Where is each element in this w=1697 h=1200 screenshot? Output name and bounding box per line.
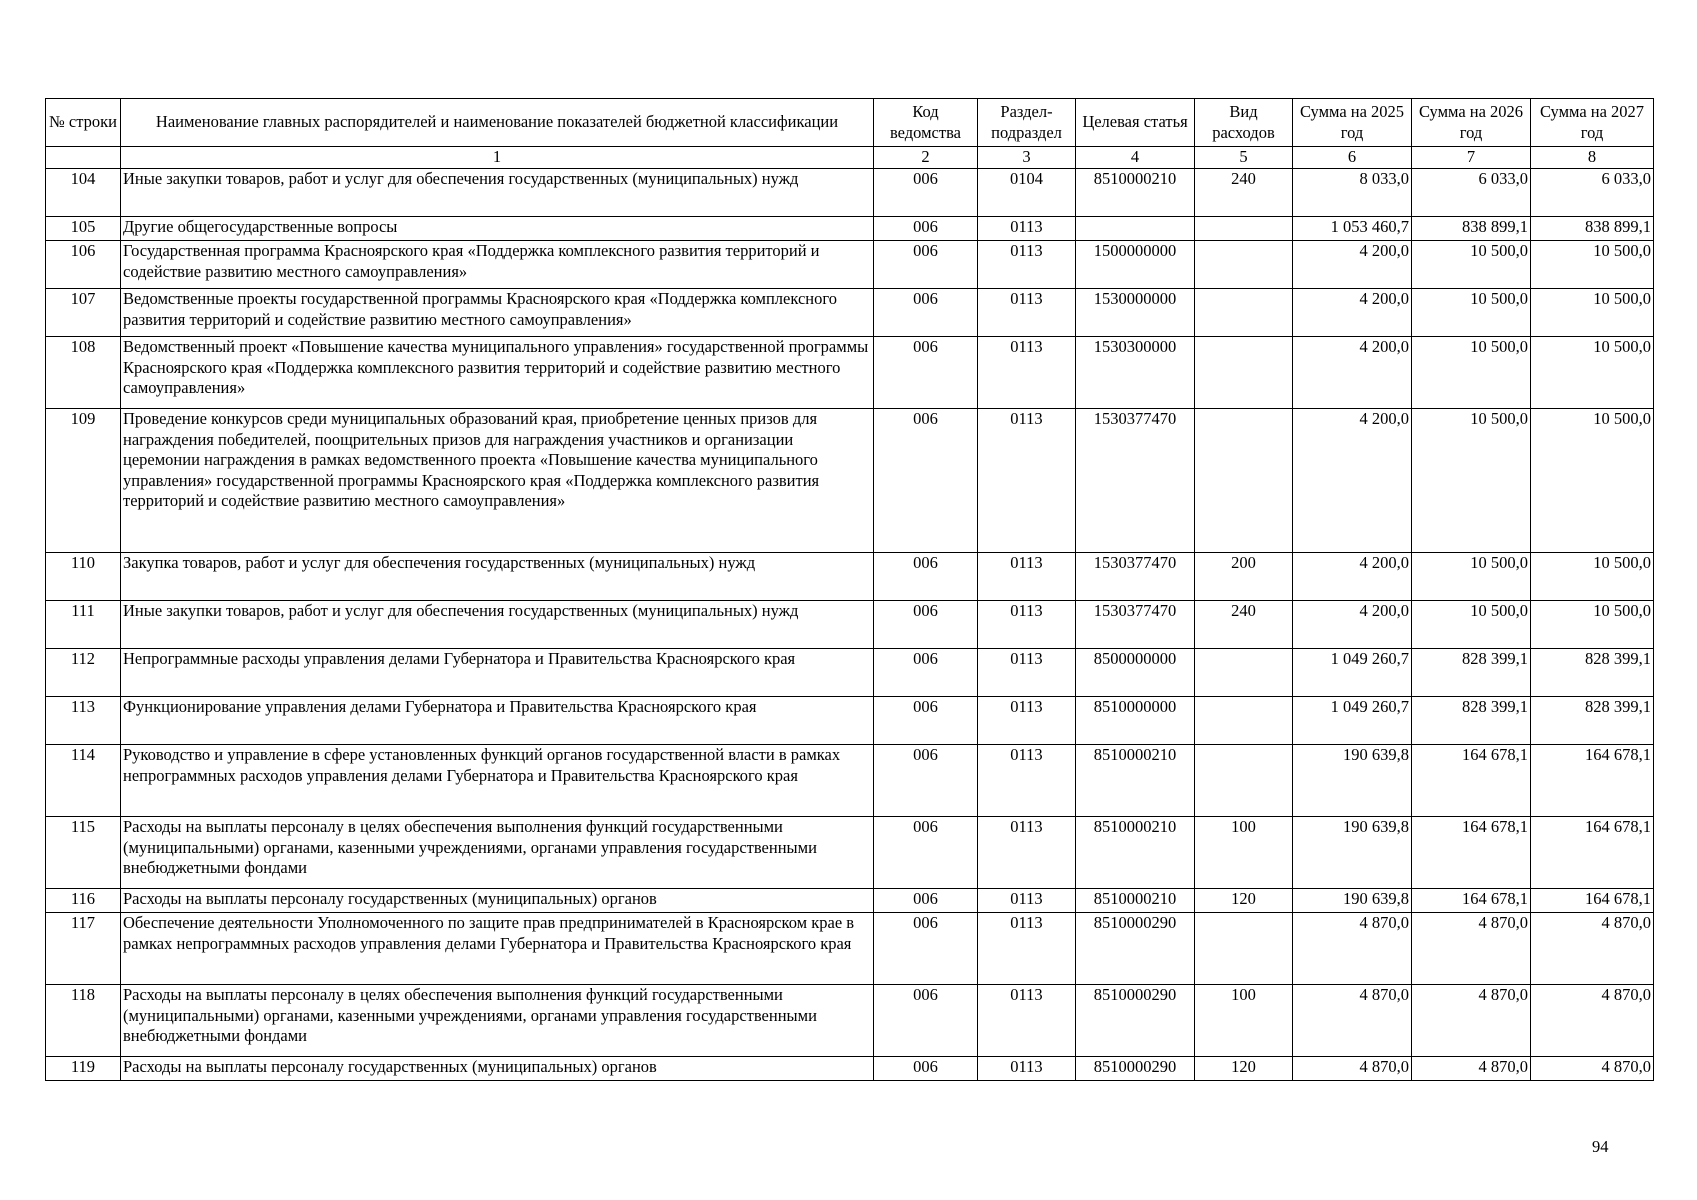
row-number: 117 <box>46 913 121 985</box>
row-section: 0113 <box>978 649 1076 697</box>
row-sum-2026: 10 500,0 <box>1412 337 1531 409</box>
column-number-row <box>46 147 1654 169</box>
row-target-article: 1530377470 <box>1076 553 1195 601</box>
row-sum-2025: 4 870,0 <box>1293 913 1412 985</box>
table-row <box>46 697 1654 745</box>
row-department-code: 006 <box>874 745 978 817</box>
row-expense-type <box>1195 409 1293 553</box>
row-name: Руководство и управление в сфере установленных функций органов государственной власти в рамках непрограммных расходов управления делами Губернатора и Правительства Красноярского края <box>121 745 874 817</box>
row-expense-type <box>1195 913 1293 985</box>
row-target-article: 1530000000 <box>1076 289 1195 337</box>
row-department-code: 006 <box>874 913 978 985</box>
row-department-code: 006 <box>874 985 978 1057</box>
row-name: Закупка товаров, работ и услуг для обеспечения государственных (муниципальных) нужд <box>121 553 874 601</box>
column-number <box>46 147 121 169</box>
row-expense-type <box>1195 241 1293 289</box>
row-expense-type: 120 <box>1195 1057 1293 1081</box>
row-sum-2026: 10 500,0 <box>1412 409 1531 553</box>
column-number: 4 <box>1076 147 1195 169</box>
row-sum-2025: 4 200,0 <box>1293 337 1412 409</box>
row-number: 119 <box>46 1057 121 1081</box>
row-target-article: 8510000210 <box>1076 169 1195 217</box>
row-sum-2025: 1 049 260,7 <box>1293 697 1412 745</box>
row-department-code: 006 <box>874 1057 978 1081</box>
row-sum-2027: 828 399,1 <box>1531 649 1654 697</box>
row-department-code: 006 <box>874 553 978 601</box>
row-sum-2026: 10 500,0 <box>1412 241 1531 289</box>
row-target-article: 8510000210 <box>1076 817 1195 889</box>
row-sum-2026: 164 678,1 <box>1412 889 1531 913</box>
row-name: Расходы на выплаты персоналу государственных (муниципальных) органов <box>121 1057 874 1081</box>
table-header <box>46 99 1654 169</box>
row-section: 0113 <box>978 889 1076 913</box>
row-sum-2025: 1 049 260,7 <box>1293 649 1412 697</box>
row-section: 0113 <box>978 553 1076 601</box>
row-sum-2025: 190 639,8 <box>1293 817 1412 889</box>
row-sum-2025: 4 870,0 <box>1293 985 1412 1057</box>
header-sum-2027: Сумма на 2027 год <box>1531 99 1654 147</box>
row-expense-type: 240 <box>1195 601 1293 649</box>
row-number: 113 <box>46 697 121 745</box>
column-number: 5 <box>1195 147 1293 169</box>
row-target-article: 1530377470 <box>1076 601 1195 649</box>
row-sum-2026: 4 870,0 <box>1412 1057 1531 1081</box>
row-sum-2026: 4 870,0 <box>1412 985 1531 1057</box>
row-sum-2026: 164 678,1 <box>1412 817 1531 889</box>
table-row <box>46 169 1654 217</box>
table-body <box>46 169 1654 1081</box>
row-number: 111 <box>46 601 121 649</box>
table-row <box>46 217 1654 241</box>
row-sum-2027: 10 500,0 <box>1531 553 1654 601</box>
row-number: 104 <box>46 169 121 217</box>
row-section: 0113 <box>978 601 1076 649</box>
row-sum-2027: 10 500,0 <box>1531 241 1654 289</box>
row-section: 0113 <box>978 409 1076 553</box>
table-row <box>46 241 1654 289</box>
table-row <box>46 817 1654 889</box>
column-number: 3 <box>978 147 1076 169</box>
row-sum-2027: 164 678,1 <box>1531 817 1654 889</box>
row-target-article <box>1076 217 1195 241</box>
row-target-article: 8510000210 <box>1076 889 1195 913</box>
table-row <box>46 913 1654 985</box>
header-target-article: Целевая статья <box>1076 99 1195 147</box>
row-target-article: 8500000000 <box>1076 649 1195 697</box>
row-sum-2025: 190 639,8 <box>1293 889 1412 913</box>
table-row <box>46 1057 1654 1081</box>
table-row <box>46 889 1654 913</box>
row-department-code: 006 <box>874 409 978 553</box>
row-department-code: 006 <box>874 697 978 745</box>
row-number: 116 <box>46 889 121 913</box>
row-number: 109 <box>46 409 121 553</box>
row-sum-2025: 4 200,0 <box>1293 409 1412 553</box>
row-section: 0113 <box>978 745 1076 817</box>
row-name: Обеспечение деятельности Уполномоченного по защите прав предпринимателей в Красноярском крае в рамках непрограммных расходов управления делами Губернатора и Правительства Красноярского края <box>121 913 874 985</box>
row-sum-2026: 6 033,0 <box>1412 169 1531 217</box>
row-department-code: 006 <box>874 169 978 217</box>
row-target-article: 8510000290 <box>1076 913 1195 985</box>
row-department-code: 006 <box>874 289 978 337</box>
row-name: Расходы на выплаты персоналу государственных (муниципальных) органов <box>121 889 874 913</box>
row-sum-2026: 10 500,0 <box>1412 289 1531 337</box>
header-section: Раздел-подраздел <box>978 99 1076 147</box>
column-number: 7 <box>1412 147 1531 169</box>
table-row <box>46 601 1654 649</box>
row-target-article: 8510000210 <box>1076 745 1195 817</box>
row-expense-type <box>1195 289 1293 337</box>
row-sum-2025: 4 200,0 <box>1293 241 1412 289</box>
row-sum-2025: 8 033,0 <box>1293 169 1412 217</box>
row-sum-2026: 838 899,1 <box>1412 217 1531 241</box>
row-expense-type <box>1195 337 1293 409</box>
row-name: Функционирование управления делами Губернатора и Правительства Красноярского края <box>121 697 874 745</box>
column-number: 1 <box>121 147 874 169</box>
row-sum-2027: 164 678,1 <box>1531 745 1654 817</box>
row-expense-type: 100 <box>1195 817 1293 889</box>
row-name: Проведение конкурсов среди муниципальных образований края, приобретение ценных призов для награждения победителей, поощрительных призов для награждения участников и организации церемонии награждения в рамках ведомственного проекта «Повышение качества муниципального управления» государственной программы Красноярского края «Поддержка комплексного развития территорий и содействие развитию местного самоуправления» <box>121 409 874 553</box>
row-department-code: 006 <box>874 817 978 889</box>
row-sum-2026: 10 500,0 <box>1412 553 1531 601</box>
row-section: 0113 <box>978 913 1076 985</box>
row-department-code: 006 <box>874 601 978 649</box>
row-sum-2027: 6 033,0 <box>1531 169 1654 217</box>
row-expense-type: 240 <box>1195 169 1293 217</box>
row-number: 114 <box>46 745 121 817</box>
header-row-number: № строки <box>46 99 121 147</box>
row-name: Ведомственные проекты государственной программы Красноярского края «Поддержка комплексного развития территорий и содействие развитию местного самоуправления» <box>121 289 874 337</box>
row-number: 115 <box>46 817 121 889</box>
row-expense-type: 100 <box>1195 985 1293 1057</box>
row-name: Государственная программа Красноярского края «Поддержка комплексного развития территорий и содействие развитию местного самоуправления» <box>121 241 874 289</box>
row-expense-type <box>1195 745 1293 817</box>
row-sum-2027: 10 500,0 <box>1531 337 1654 409</box>
row-sum-2027: 4 870,0 <box>1531 985 1654 1057</box>
row-number: 107 <box>46 289 121 337</box>
row-department-code: 006 <box>874 241 978 289</box>
row-department-code: 006 <box>874 337 978 409</box>
row-expense-type <box>1195 697 1293 745</box>
row-sum-2027: 10 500,0 <box>1531 601 1654 649</box>
row-number: 106 <box>46 241 121 289</box>
table-row <box>46 649 1654 697</box>
row-target-article: 1500000000 <box>1076 241 1195 289</box>
row-number: 105 <box>46 217 121 241</box>
table-row <box>46 553 1654 601</box>
row-sum-2025: 4 200,0 <box>1293 601 1412 649</box>
column-number: 8 <box>1531 147 1654 169</box>
row-expense-type: 120 <box>1195 889 1293 913</box>
row-name: Расходы на выплаты персоналу в целях обеспечения выполнения функций государственными (муниципальными) органами, казенными учреждениями, органами управления государственными внебюджетными фондами <box>121 985 874 1057</box>
row-name: Ведомственный проект «Повышение качества муниципального управления» государственной программы Красноярского края «Поддержка комплексного развития территорий и содействие развитию местного самоуправления» <box>121 337 874 409</box>
row-number: 108 <box>46 337 121 409</box>
table-row <box>46 337 1654 409</box>
row-name: Непрограммные расходы управления делами Губернатора и Правительства Красноярского края <box>121 649 874 697</box>
row-expense-type <box>1195 217 1293 241</box>
row-section: 0113 <box>978 697 1076 745</box>
row-sum-2027: 10 500,0 <box>1531 289 1654 337</box>
page-number: 94 <box>1592 1137 1609 1156</box>
row-target-article: 8510000290 <box>1076 1057 1195 1081</box>
header-expense-type: Вид расходов <box>1195 99 1293 147</box>
row-department-code: 006 <box>874 217 978 241</box>
row-sum-2025: 4 870,0 <box>1293 1057 1412 1081</box>
row-target-article: 1530377470 <box>1076 409 1195 553</box>
row-expense-type <box>1195 649 1293 697</box>
row-sum-2027: 4 870,0 <box>1531 913 1654 985</box>
header-sum-2025: Сумма на 2025 год <box>1293 99 1412 147</box>
row-section: 0104 <box>978 169 1076 217</box>
row-section: 0113 <box>978 337 1076 409</box>
row-sum-2026: 828 399,1 <box>1412 649 1531 697</box>
row-section: 0113 <box>978 985 1076 1057</box>
row-sum-2025: 4 200,0 <box>1293 289 1412 337</box>
row-sum-2026: 828 399,1 <box>1412 697 1531 745</box>
row-sum-2027: 4 870,0 <box>1531 1057 1654 1081</box>
row-target-article: 8510000000 <box>1076 697 1195 745</box>
row-number: 110 <box>46 553 121 601</box>
row-section: 0113 <box>978 1057 1076 1081</box>
row-name: Иные закупки товаров, работ и услуг для обеспечения государственных (муниципальных) нужд <box>121 169 874 217</box>
row-sum-2026: 10 500,0 <box>1412 601 1531 649</box>
table-row <box>46 985 1654 1057</box>
table-row <box>46 289 1654 337</box>
row-expense-type: 200 <box>1195 553 1293 601</box>
row-sum-2026: 4 870,0 <box>1412 913 1531 985</box>
row-sum-2027: 164 678,1 <box>1531 889 1654 913</box>
row-sum-2027: 838 899,1 <box>1531 217 1654 241</box>
header-sum-2026: Сумма на 2026 год <box>1412 99 1531 147</box>
table-row <box>46 745 1654 817</box>
row-sum-2027: 10 500,0 <box>1531 409 1654 553</box>
header-name: Наименование главных распорядителей и наименование показателей бюджетной классификации <box>121 99 874 147</box>
row-section: 0113 <box>978 817 1076 889</box>
row-section: 0113 <box>978 241 1076 289</box>
row-sum-2025: 190 639,8 <box>1293 745 1412 817</box>
row-name: Другие общегосударственные вопросы <box>121 217 874 241</box>
column-number: 6 <box>1293 147 1412 169</box>
budget-table <box>45 98 1654 1081</box>
table-row <box>46 409 1654 553</box>
row-sum-2025: 1 053 460,7 <box>1293 217 1412 241</box>
column-number: 2 <box>874 147 978 169</box>
row-name: Иные закупки товаров, работ и услуг для обеспечения государственных (муниципальных) нужд <box>121 601 874 649</box>
row-target-article: 1530300000 <box>1076 337 1195 409</box>
row-department-code: 006 <box>874 889 978 913</box>
row-section: 0113 <box>978 289 1076 337</box>
row-sum-2026: 164 678,1 <box>1412 745 1531 817</box>
row-department-code: 006 <box>874 649 978 697</box>
row-target-article: 8510000290 <box>1076 985 1195 1057</box>
row-sum-2027: 828 399,1 <box>1531 697 1654 745</box>
row-section: 0113 <box>978 217 1076 241</box>
row-sum-2025: 4 200,0 <box>1293 553 1412 601</box>
row-number: 112 <box>46 649 121 697</box>
header-department-code: Код ведомства <box>874 99 978 147</box>
row-name: Расходы на выплаты персоналу в целях обеспечения выполнения функций государственными (муниципальными) органами, казенными учреждениями, органами управления государственными внебюджетными фондами <box>121 817 874 889</box>
row-number: 118 <box>46 985 121 1057</box>
